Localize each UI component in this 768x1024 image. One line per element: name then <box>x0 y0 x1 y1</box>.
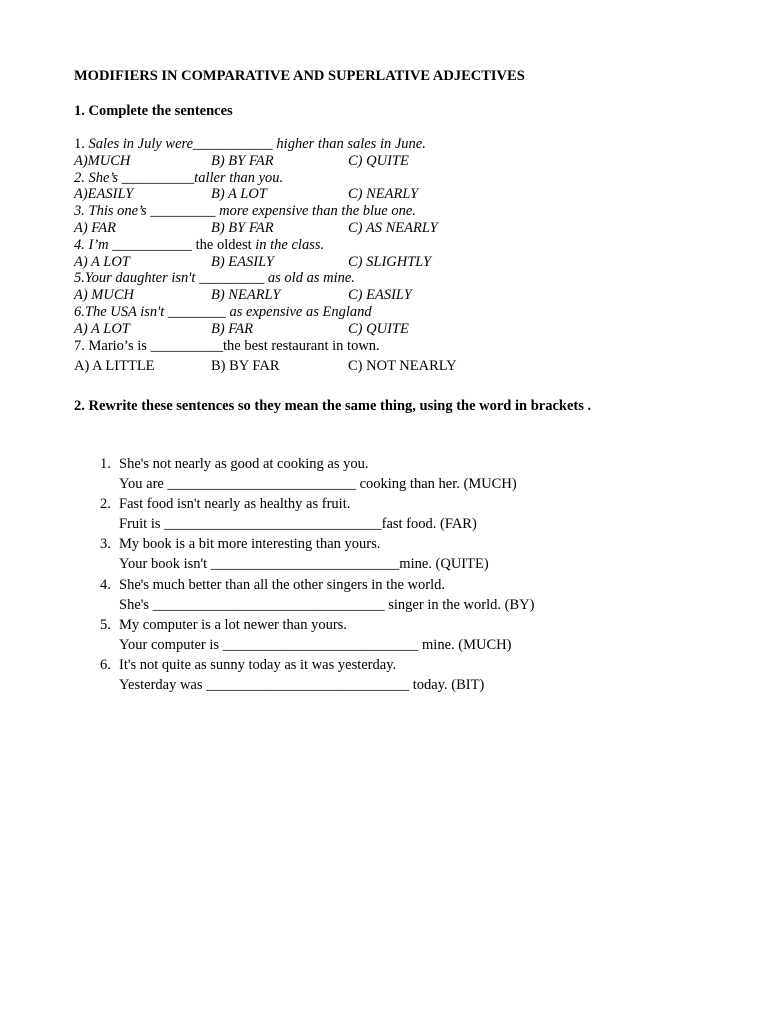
item-number: 2. <box>100 496 111 513</box>
answer-option-c: C) EASILY <box>348 287 412 304</box>
question-text: 4. I’m ___________ <box>74 236 196 253</box>
question-text: 7. Mario’s is __________the best restaurant in town. <box>74 337 380 354</box>
rewrite-item <box>100 615 620 655</box>
answer-option-a: A)MUCH <box>74 152 131 169</box>
original-sentence: Fast food isn't nearly as healthy as fruit. <box>119 496 351 513</box>
question-sentence <box>74 136 426 153</box>
answer-option-b: B) BY FAR <box>211 358 280 375</box>
rewrite-item <box>100 575 620 615</box>
rewrite-original-line <box>100 615 620 635</box>
original-sentence: She's much better than all the other singers in the world. <box>119 576 445 593</box>
answer-option-c: C) SLIGHTLY <box>348 253 432 270</box>
answer-option-b: B) EASILY <box>211 253 274 270</box>
answer-option-c: C) NOT NEARLY <box>348 358 457 375</box>
answer-option-b: B) FAR <box>211 320 254 337</box>
answer-option-c: C) QUITE <box>348 320 409 337</box>
question-text: the oldest <box>195 236 256 253</box>
rewrite-original-line <box>100 454 620 474</box>
answer-option-c: C) QUITE <box>348 152 409 169</box>
item-number: 3. <box>100 536 111 553</box>
original-sentence: My book is a bit more interesting than yours. <box>119 536 381 553</box>
answer-option-b: B) BY FAR <box>211 152 274 169</box>
section-2-heading: 2. Rewrite these sentences so they mean the same thing, using the word in brackets . <box>74 398 592 414</box>
rewrite-answer-line: Yesterday was ____________________________ today. (BIT) <box>119 677 485 693</box>
answer-option-c: C) NEARLY <box>348 186 419 203</box>
rewrite-item <box>100 454 620 494</box>
item-number: 1. <box>100 456 111 472</box>
rewrite-item <box>100 494 620 534</box>
question-sentence <box>74 270 355 287</box>
answer-option-b: B) BY FAR <box>211 220 274 236</box>
rewrite-item <box>100 655 620 695</box>
rewrite-answer-line: Fruit is ______________________________fast food. (FAR) <box>119 516 477 533</box>
item-number: 5. <box>100 616 111 633</box>
rewrite-answer-line: Your computer is ___________________________ mine. (MUCH) <box>119 636 512 653</box>
page-title: MODIFIERS IN COMPARATIVE AND SUPERLATIVE ADJECTIVES <box>74 68 525 84</box>
question-sentence <box>74 237 324 254</box>
answer-option-a: A) A LOT <box>74 320 130 337</box>
rewrite-original-line <box>100 575 620 595</box>
original-sentence: My computer is a lot newer than yours. <box>119 616 347 633</box>
question-sentence <box>74 203 416 220</box>
question-text: 3. This one’s _________ more expensive than the blue one. <box>74 203 416 220</box>
answer-option-a: A) A LOT <box>74 253 130 270</box>
item-number: 4. <box>100 576 111 593</box>
rewrite-original-line <box>100 655 620 675</box>
rewrite-answer-line: She's ________________________________ singer in the world. (BY) <box>119 596 535 613</box>
item-number: 6. <box>100 657 111 673</box>
question-text: 1. <box>74 136 89 152</box>
rewrite-answer-line: You are __________________________ cooking than her. (MUCH) <box>119 476 517 492</box>
rewrite-answer-line: Your book isn't __________________________mine. (QUITE) <box>119 556 489 573</box>
rewrite-original-line <box>100 494 620 514</box>
question-text: 5.Your daughter isn't _________ as old as mine. <box>74 270 355 287</box>
answer-option-a: A)EASILY <box>74 186 134 203</box>
section-1-heading: 1. Complete the sentences <box>74 103 233 119</box>
question-text: Sales in July were___________ higher than sales in June. <box>88 136 426 152</box>
answer-option-a: A) FAR <box>74 220 117 236</box>
original-sentence: It's not quite as sunny today as it was yesterday. <box>119 657 397 673</box>
question-text: 6.The USA isn't ________ as expensive as England <box>74 304 372 320</box>
question-sentence <box>74 170 283 187</box>
rewrite-item <box>100 534 620 574</box>
question-text: in the class. <box>255 236 325 253</box>
original-sentence: She's not nearly as good at cooking as you. <box>119 456 369 472</box>
answer-option-b: B) A LOT <box>211 186 267 203</box>
answer-option-a: A) MUCH <box>74 287 135 304</box>
answer-option-b: B) NEARLY <box>211 287 281 304</box>
rewrite-original-line <box>100 534 620 554</box>
question-text: 2. She’s __________taller than you. <box>74 169 284 186</box>
question-sentence <box>74 304 372 321</box>
answer-option-c: C) AS NEARLY <box>348 220 438 236</box>
question-sentence <box>74 338 380 355</box>
answer-option-a: A) A LITTLE <box>74 358 155 375</box>
